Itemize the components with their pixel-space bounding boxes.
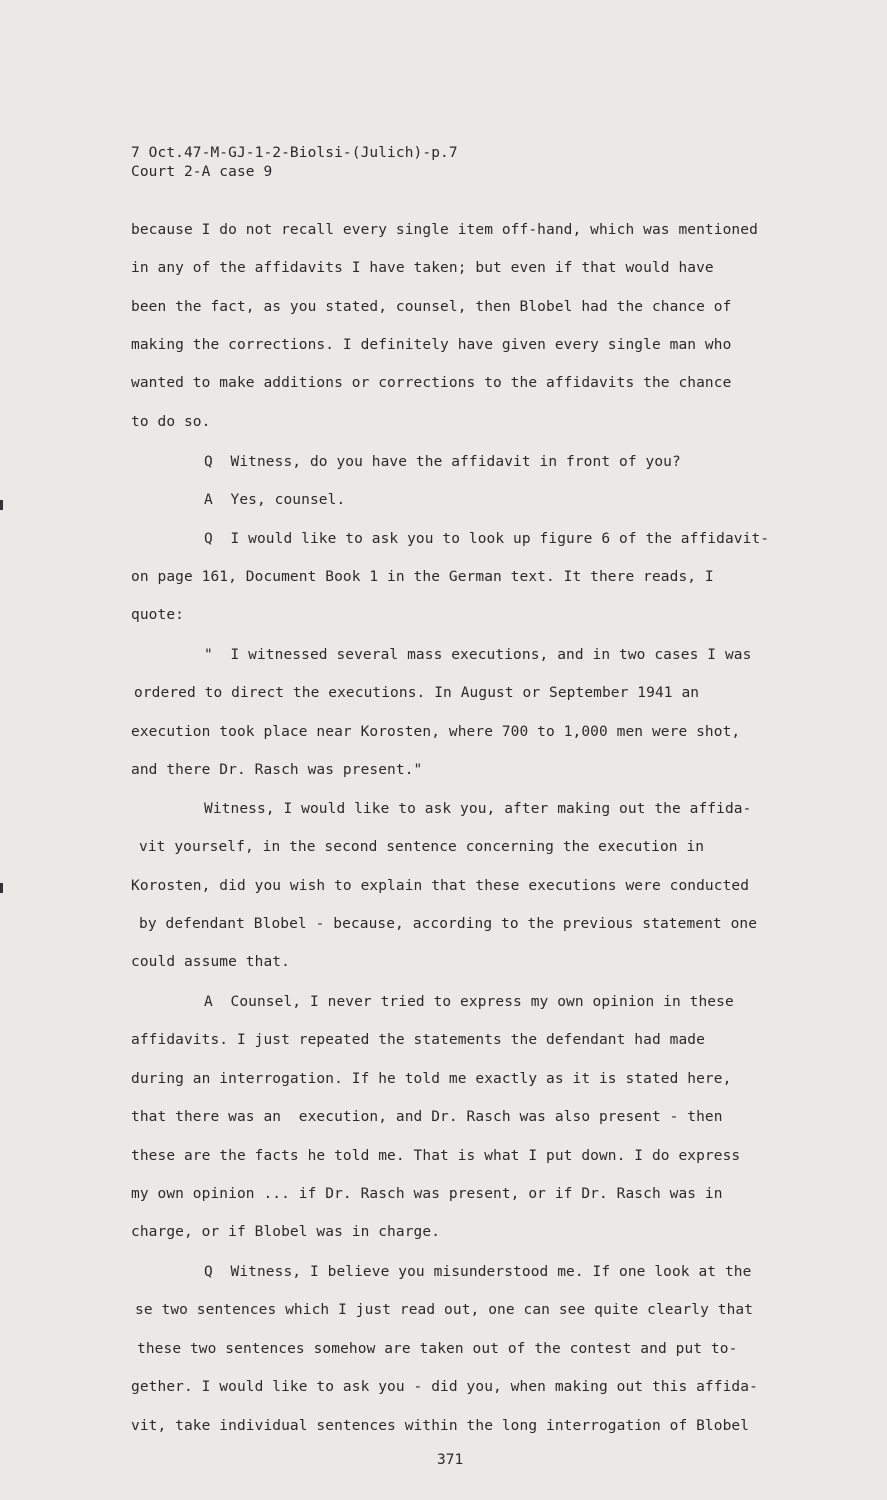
header-court-case: Court 2-A case 9 (131, 164, 273, 180)
text-line: these are the facts he told me. That is what I put down. I do express (131, 1148, 741, 1164)
text-line: Q I would like to ask you to look up figure 6 of the affidavit- (204, 531, 770, 547)
text-line: Q Witness, I believe you misunderstood me. If one look at the (204, 1264, 752, 1280)
text-line: ordered to direct the executions. In August or September 1941 an (134, 685, 700, 701)
text-line: these two sentences somehow are taken out of the contest and put to- (137, 1341, 738, 1357)
text-line: my own opinion ... if Dr. Rasch was present, or if Dr. Rasch was in (131, 1186, 723, 1202)
text-line: A Counsel, I never tried to express my own opinion in these (204, 994, 734, 1010)
text-line: se two sentences which I just read out, one can see quite clearly that (135, 1302, 754, 1318)
text-line: charge, or if Blobel was in charge. (131, 1224, 441, 1240)
header-reference: 7 Oct.47-M-GJ-1-2-Biolsi-(Julich)-p.7 (131, 145, 458, 161)
text-line: on page 161, Document Book 1 in the German text. It there reads, I (131, 569, 714, 585)
text-line: vit, take individual sentences within the long interrogation of Blobel (131, 1418, 750, 1434)
text-line: by defendant Blobel - because, according to the previous statement one (139, 916, 758, 932)
text-line: that there was an execution, and Dr. Rasch was also present - then (131, 1109, 723, 1125)
text-line: Korosten, did you wish to explain that these executions were conducted (131, 878, 750, 894)
text-line: because I do not recall every single item off-hand, which was mentioned (131, 222, 758, 238)
text-line: Q Witness, do you have the affidavit in front of you? (204, 454, 681, 470)
text-line: to do so. (131, 414, 211, 430)
text-line: and there Dr. Rasch was present." (131, 762, 423, 778)
text-line: " I witnessed several mass executions, and in two cases I was (204, 647, 752, 663)
text-line: vit yourself, in the second sentence concerning the execution in (139, 839, 705, 855)
text-line: A Yes, counsel. (204, 492, 346, 508)
binding-mark-upper (0, 500, 3, 510)
binding-mark-lower (0, 883, 3, 893)
text-line: quote: (131, 607, 184, 623)
text-line: could assume that. (131, 954, 290, 970)
text-line: affidavits. I just repeated the statements the defendant had made (131, 1032, 705, 1048)
text-line: during an interrogation. If he told me exactly as it is stated here, (131, 1071, 732, 1087)
text-line: been the fact, as you stated, counsel, then Blobel had the chance of (131, 299, 732, 315)
text-line: Witness, I would like to ask you, after making out the affida- (204, 801, 752, 817)
text-line: execution took place near Korosten, where 700 to 1,000 men were shot, (131, 724, 741, 740)
document-header (131, 144, 458, 182)
text-line: in any of the affidavits I have taken; but even if that would have (131, 260, 714, 276)
text-line: gether. I would like to ask you - did you, when making out this affida- (131, 1379, 758, 1395)
text-line: making the corrections. I definitely have given every single man who (131, 337, 732, 353)
text-line: wanted to make additions or corrections to the affidavits the chance (131, 375, 732, 391)
page-number: 371 (437, 1452, 464, 1468)
